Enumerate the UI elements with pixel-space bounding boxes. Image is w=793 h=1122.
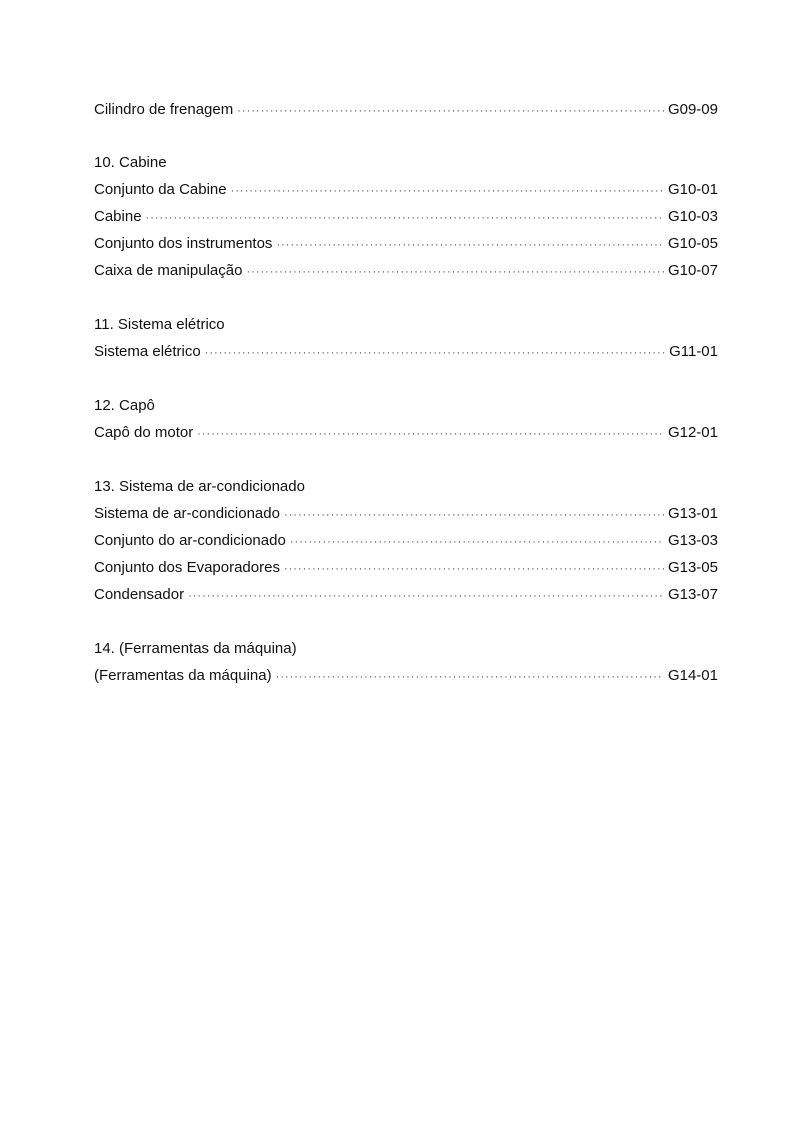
dot-leader [284, 559, 664, 580]
dot-leader [276, 667, 664, 688]
toc-entry [94, 260, 718, 287]
toc-entry-title: Condensador [94, 586, 185, 603]
toc-entry-page: G11-01 [669, 343, 718, 360]
toc-entry [94, 206, 718, 233]
dot-leader [284, 505, 664, 526]
toc-entry-title: Conjunto dos instrumentos [94, 235, 273, 252]
dot-leader [146, 208, 664, 229]
dot-leader [246, 262, 664, 283]
toc-entry-page: G10-03 [667, 208, 718, 225]
toc-entry-page: G10-07 [667, 262, 718, 279]
toc-entry-title: Sistema elétrico [94, 343, 201, 360]
dot-leader [188, 586, 664, 607]
dot-leader [197, 424, 664, 445]
toc-entry-page: G13-07 [667, 586, 718, 603]
section-heading: 10. Cabine [94, 154, 167, 171]
toc-entry-page: G10-01 [667, 181, 718, 198]
section-heading: 13. Sistema de ar-condicionado [94, 478, 305, 495]
toc-entry [94, 179, 718, 206]
toc-entry-title: Capô do motor [94, 424, 194, 441]
toc-entry-page: G14-01 [667, 667, 718, 684]
toc-entry [94, 530, 718, 557]
dot-leader [237, 101, 664, 122]
dot-leader [231, 181, 664, 202]
toc-entry [94, 233, 718, 260]
toc-entry-page: G09-09 [667, 101, 718, 118]
section-heading: 12. Capô [94, 397, 155, 414]
toc-entry [94, 557, 718, 584]
toc-entry [94, 99, 718, 126]
dot-leader [276, 235, 664, 256]
toc-entry-title: Cabine [94, 208, 142, 225]
toc-entry-title: Sistema de ar-condicionado [94, 505, 280, 522]
toc-entry-page: G13-03 [667, 532, 718, 549]
toc-entry [94, 341, 718, 368]
toc-entry-page: G13-05 [667, 559, 718, 576]
section-heading: 14. (Ferramentas da máquina) [94, 640, 297, 657]
toc-entry [94, 584, 718, 611]
toc-entry-page: G10-05 [667, 235, 718, 252]
toc-entry-title: Conjunto da Cabine [94, 181, 227, 198]
toc-entry [94, 665, 718, 692]
section-heading: 11. Sistema elétrico [94, 316, 225, 333]
toc-entry-title: Caixa de manipulação [94, 262, 243, 279]
toc-entry-page: G12-01 [667, 424, 718, 441]
toc-entry-page: G13-01 [667, 505, 718, 522]
toc-entry-title: Conjunto do ar-condicionado [94, 532, 286, 549]
toc-entry-title: (Ferramentas da máquina) [94, 667, 272, 684]
toc-entry-title: Conjunto dos Evaporadores [94, 559, 280, 576]
dot-leader [205, 343, 665, 364]
toc-entry [94, 503, 718, 530]
toc-entry [94, 422, 718, 449]
toc-entry-title: Cilindro de frenagem [94, 101, 234, 118]
dot-leader [290, 532, 664, 553]
table-of-contents [94, 99, 718, 692]
